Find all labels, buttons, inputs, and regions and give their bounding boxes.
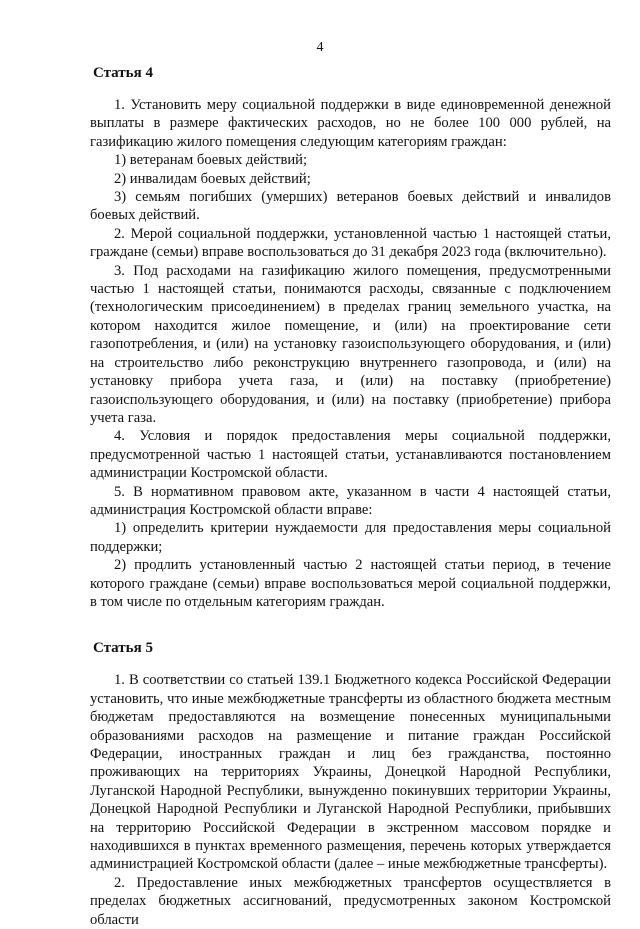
article-4-paragraph: 5. В нормативном правовом акте, указанном в части 4 настоящей статьи, администрация Костромской области вправе:	[90, 483, 611, 518]
document-content	[90, 64, 611, 929]
article-4-paragraph: 3) семьям погибших (умерших) ветеранов боевых действий и инвалидов боевых действий.	[90, 189, 611, 224]
article-5-body	[90, 671, 611, 929]
article-4-paragraph: 2) инвалидам боевых действий;	[114, 170, 311, 187]
article-4-paragraph: 4. Условия и порядок предоставления меры социальной поддержки, предусмотренной частью 1 настоящей статьи, устанавливаются постановлением администрации Костромской области.	[90, 428, 611, 482]
article-4-title: Статья 4	[93, 65, 153, 81]
article-4-paragraph: 1) определить критерии нуждаемости для предоставления меры социальной поддержки;	[90, 520, 611, 555]
article-5-title: Статья 5	[93, 640, 153, 657]
article-4-paragraph: 1) ветеранам боевых действий;	[114, 152, 308, 169]
article-4-paragraph: 3. Под расходами на газификацию жилого помещения, предусмотренными частью 1 настоящей статьи, понимаются расходы, связанные с подключением (технологическим присоединением) в пределах границ земельного участка, на котором находится жилое помещение, и (или) на проектирование сети газопотребления, и (или) на установку газоиспользующего оборудования, и (или) на строительство либо реконструкцию внутреннего газопровода, и (или) на установку прибора учета газа, и (или) на поставку (приобретение) газоиспользующего оборудования, и (или) на поставку (приобретение) прибора учета газа.	[90, 262, 611, 426]
article-4-paragraph: 1. Установить меру социальной поддержки в виде единовременной денежной выплаты в размере фактических расходов, но не более 100 000 рублей, на газификацию жилого помещения следующим категориям граждан:	[90, 97, 611, 150]
article-5-paragraph: 2. Предоставление иных межбюджетных трансфертов осуществляется в пределах бюджетных ассигнований, предусмотренных законом Костромской области	[90, 874, 611, 928]
page-number: 4	[316, 40, 324, 55]
article-5-paragraph: 1. В соответствии со статьей 139.1 Бюджетного кодекса Российской Федерации установить, что иные межбюджетные трансферты из областного бюджета местным бюджетам предоставляются на возмещение понесенных муниципальными образованиями расходов на размещение и питание граждан Российской Федерации, иностранных граждан и лиц без гражданства, постоянно проживающих на территориях Украины, Донецкой Народной Республики, Луганской Народной Республики, вынужденно покинувших территории Украины, Донецкой Народной Республики и Луганской Народной Республики, прибывших на территорию Российской Федерации в экстренном массовом порядке и находившихся в пунктах временного размещения, перечень которых утверждается администрацией Костромской области (далее – иные межбюджетные трансферты).	[90, 672, 611, 873]
article-4-paragraph: 2) продлить установленный частью 2 настоящей статьи период, в течение которого граждане (семьи) вправе воспользоваться мерой социальной поддержки, в том числе по отдельным категориям граждан.	[90, 557, 611, 610]
article-4-body	[90, 96, 611, 611]
article-4-paragraph: 2. Мерой социальной поддержки, установленной частью 1 настоящей статьи, граждане (семьи) вправе воспользоваться до 31 декабря 2023 года (включительно).	[90, 225, 611, 261]
